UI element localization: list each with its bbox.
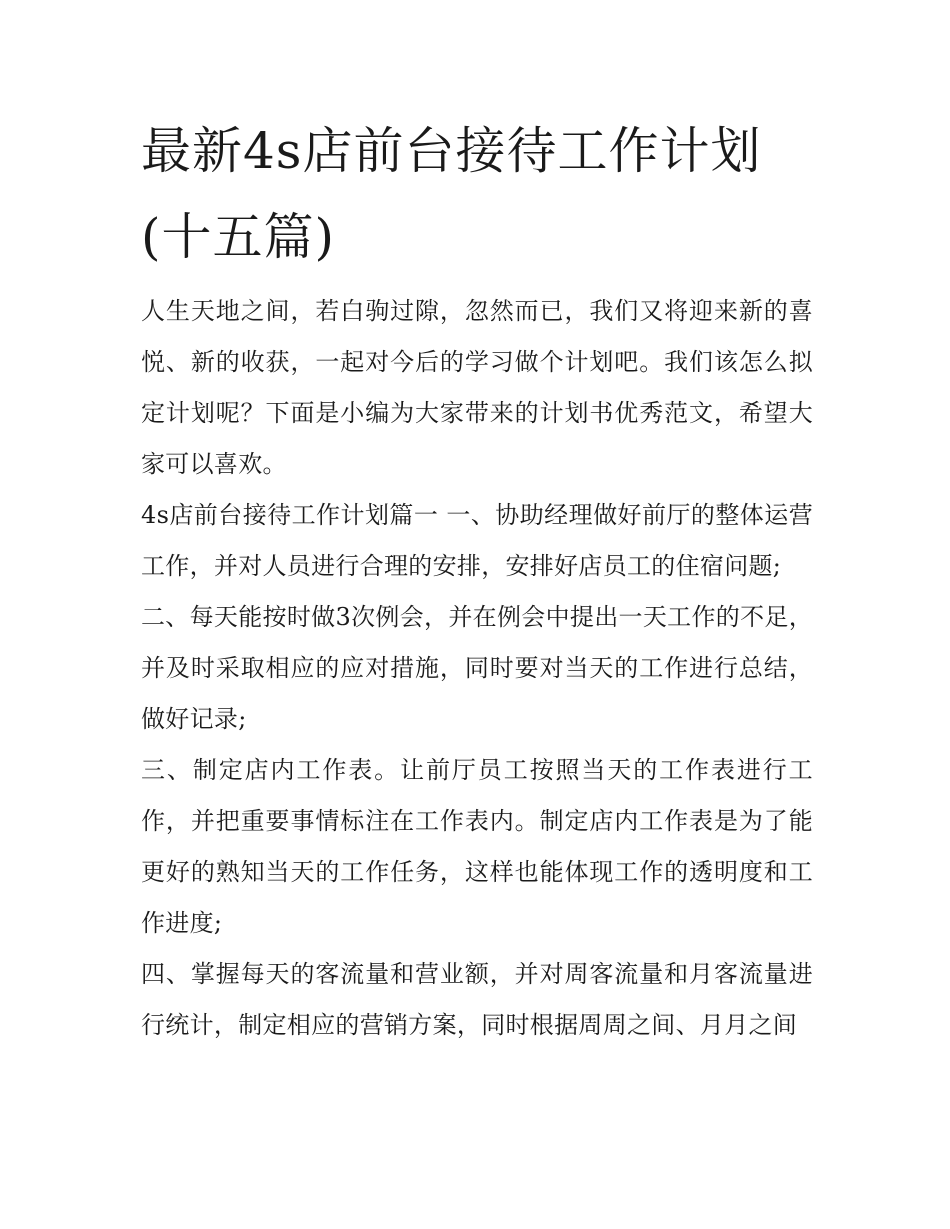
body-paragraph: 4s店前台接待工作计划篇一 一、协助经理做好前厅的整体运营工作，并对人员进行合理的安排，安排好店员工的住宿问题; [141, 501, 813, 580]
document-title [141, 108, 813, 280]
document-page [141, 108, 813, 1051]
body-paragraph: 四、掌握每天的客流量和营业额，并对周客流量和月客流量进行统计，制定相应的营销方案，同时根据周周之间、月月之间 [141, 960, 813, 1039]
title-line-2: (十五篇) [141, 208, 336, 266]
body-paragraph: 三、制定店内工作表。让前厅员工按照当天的工作表进行工作，并把重要事情标注在工作表内。制定店内工作表是为了能更好的熟知当天的工作任务，这样也能体现工作的透明度和工作进度; [141, 756, 813, 937]
body-paragraph: 二、每天能按时做3次例会，并在例会中提出一天工作的不足，并及时采取相应的应对措施，同时要对当天的工作进行总结，做好记录; [141, 603, 813, 733]
title-line-1: 最新4s店前台接待工作计划 [141, 122, 762, 180]
intro-paragraph: 人生天地之间，若白驹过隙，忽然而已，我们又将迎来新的喜悦、新的收获，一起对今后的学习做个计划吧。我们该怎么拟定计划呢？下面是小编为大家带来的计划书优秀范文，希望大家可以喜欢。 [141, 297, 813, 478]
